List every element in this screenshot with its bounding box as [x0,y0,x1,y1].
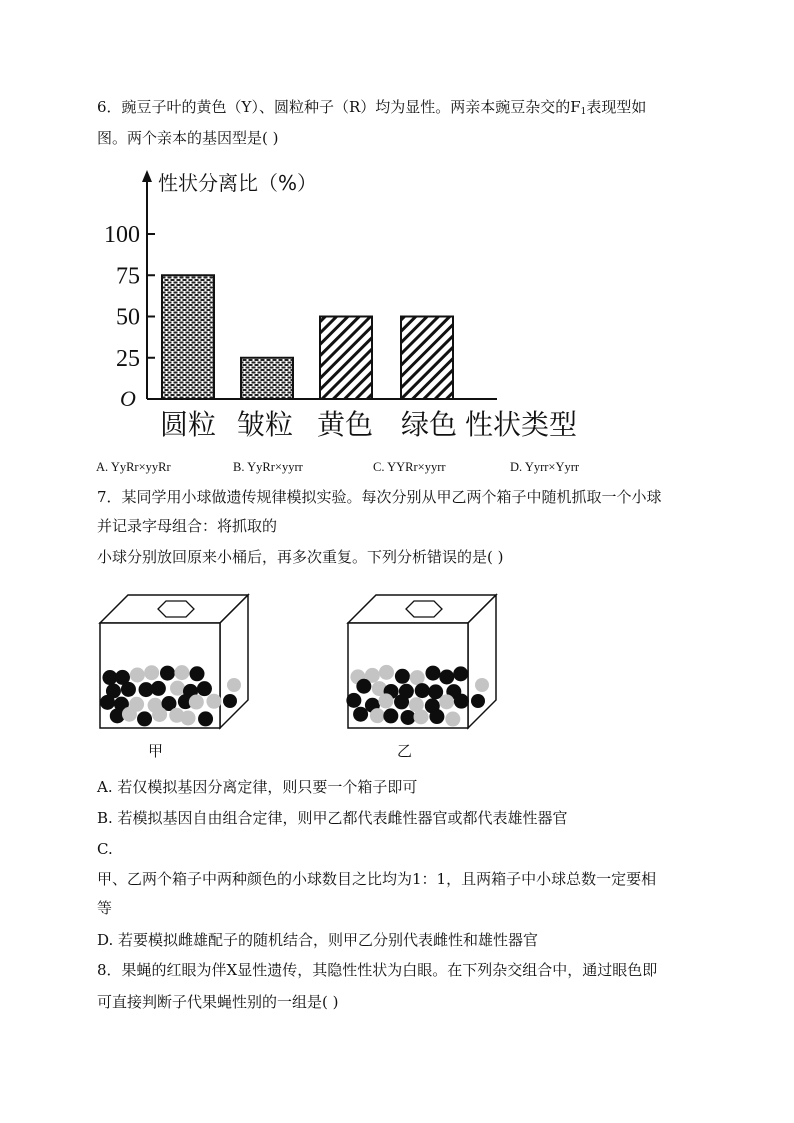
y-tick-label: 50 [116,304,140,331]
black-ball [353,707,368,722]
q6-stem-text-cont: 表现型如 [586,98,647,116]
bar-1-texture [163,276,213,398]
chart-origin-label: O [120,386,136,411]
q6-option-d[interactable]: D. Yyrr×Yyrr [510,460,580,474]
black-ball [471,694,485,708]
black-ball [401,710,416,725]
gray-ball [445,712,460,727]
black-ball [151,681,166,696]
q7-option-c-text2[interactable]: 等 [97,899,113,917]
q7-option-c-text1[interactable]: 甲、乙两个箱子中两种颜色的小球数目之比均为1：1，且两箱子中小球总数一定要相 [97,870,657,888]
x-category-label: 绿色 [400,408,458,441]
black-ball [439,669,454,684]
gray-ball [170,681,185,696]
q7-stem-line2: 并记录字母组合：将抓取的 [97,517,278,535]
box-yi-label: 乙 [397,742,413,760]
q7-option-c-label[interactable]: C. [97,840,113,858]
q8-stem-line1: 8．果蝇的红眼为伴X显性遗传，其隐性性状为白眼。在下列杂交组合中，通过眼色即 [97,961,658,979]
black-ball [394,694,409,709]
q6-option-c[interactable]: C. YYRr×yyrr [373,460,446,474]
black-ball [454,694,469,709]
x-category-label: 皱粒 [236,408,294,441]
q7-boxes-figure [95,590,515,765]
gray-ball [181,710,196,725]
q6-subscript: 1 [580,107,587,117]
y-tick-label: 75 [116,263,140,290]
bar-3 [320,317,372,400]
q6-stem-line1 [97,97,646,122]
q7-stem-line3: 小球分别放回原来小桶后，再多次重复。下列分析错误的是( ) [97,548,504,566]
hexagon-opening-icon [158,601,194,617]
q7-option-d[interactable]: D. 若要模拟雌雄配子的随机结合，则甲乙分别代表雌性和雄性器官 [97,931,539,949]
black-ball [415,683,430,698]
q6-option-b[interactable]: B. YyRr×yyrr [233,460,303,474]
black-ball [121,682,136,697]
chart-x-axis-label: 性状类型 [465,408,578,441]
gray-ball [439,694,454,709]
q7-option-b[interactable]: B. 若模拟基因自由组合定律，则甲乙都代表雌性器官或都代表雄性器官 [97,809,568,827]
y-tick-label: 100 [104,222,140,248]
black-ball [453,666,468,681]
box-jia-label: 甲 [148,742,164,760]
gray-ball [370,708,385,723]
gray-ball [410,670,425,685]
x-category-label: 黄色 [316,408,374,441]
q7-stem-line1: 7．某同学用小球做遗传规律模拟实验。每次分别从甲乙两个箱子中随机抓取一个小球 [97,488,662,506]
black-ball [346,693,361,708]
black-ball [395,669,410,684]
black-ball [100,695,115,710]
gray-ball [227,678,241,692]
gray-ball [144,665,159,680]
gray-ball [130,668,145,683]
black-ball [425,666,440,681]
x-category-label: 圆粒 [159,408,217,441]
q6-stem-line2: 图。两个亲本的基因型是( ) [97,129,279,147]
q7-option-a[interactable]: A. 若仅模拟基因分离定律，则只要一个箱子即可 [97,778,418,796]
black-ball [223,694,237,708]
black-ball [190,666,205,681]
black-ball [137,711,152,726]
black-ball [383,708,398,723]
q6-stem-text: 6．豌豆子叶的黄色（Y）、圆粒种子（R）均为显性。两亲本豌豆杂交的F [97,98,581,116]
box-yi [346,595,496,728]
q6-option-a[interactable]: A. YyRr×yyRr [96,460,171,474]
gray-ball [378,693,393,708]
black-ball [197,681,212,696]
q8-stem-line2: 可直接判断子代果蝇性别的一组是( ) [97,993,339,1011]
black-ball [356,679,371,694]
black-ball [160,666,175,681]
gray-ball [174,665,189,680]
black-ball [198,711,213,726]
box-jia [100,595,248,728]
q6-bar-chart [95,160,595,450]
bar-4 [401,317,453,400]
hexagon-opening-icon [406,601,442,617]
bar-2-texture [242,359,292,398]
y-tick-label: 25 [116,345,140,372]
gray-ball [206,694,221,709]
gray-ball [122,707,137,722]
gray-ball [414,709,429,724]
gray-ball [189,695,204,710]
gray-ball [379,665,394,680]
gray-ball [475,678,489,692]
chart-title: 性状分离比（%） [158,171,318,195]
gray-ball [152,707,167,722]
black-ball [429,709,444,724]
